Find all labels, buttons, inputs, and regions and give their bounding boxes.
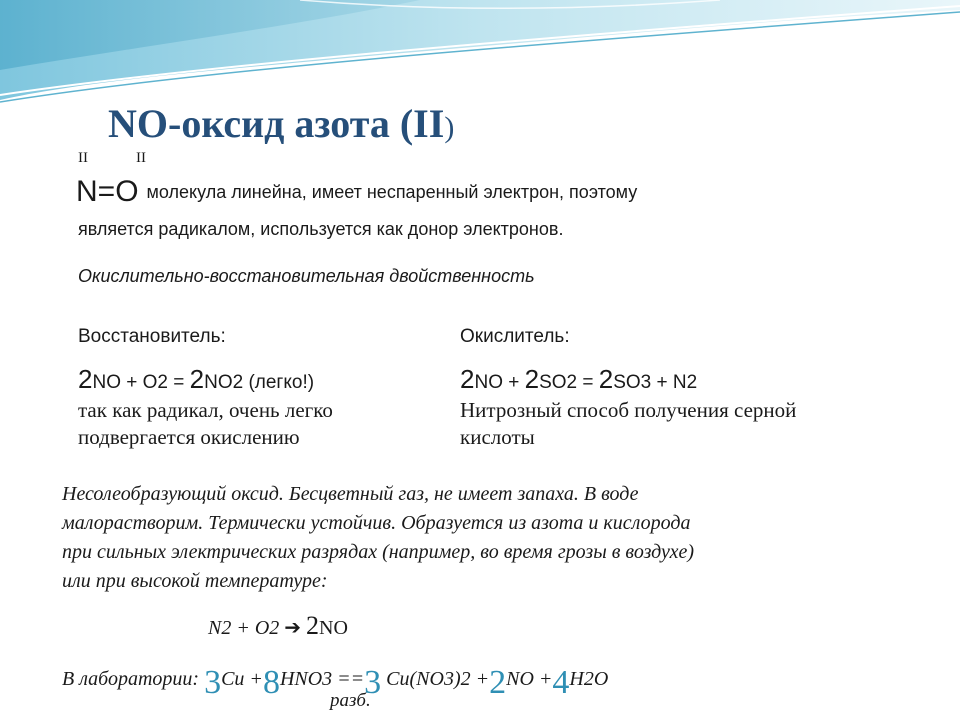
- reducer-equation: 2NO + O2 = 2NO2 (легко!): [78, 364, 315, 394]
- description-line-2: является радикалом, используется как донор электронов.: [78, 219, 564, 239]
- reducer-note-1: так как радикал, очень легко: [78, 398, 333, 422]
- properties-line-4: или при высокой температуре:: [62, 570, 328, 592]
- page-title: NO-оксид азота (II): [108, 101, 455, 146]
- arrow-icon: ➔: [284, 617, 302, 639]
- properties-line-1: Несолеобразующий оксид. Бесцветный газ, не имеет запаха. В воде: [62, 483, 639, 505]
- oxidizer-note-2: кислоты: [460, 425, 535, 449]
- valence-right: II: [136, 150, 146, 166]
- duality-heading: Окислительно-восстановительная двойственность: [78, 266, 535, 286]
- lab-note: разб.: [330, 690, 371, 711]
- description-line-1: молекула линейна, имеет неспаренный электрон, поэтому: [146, 182, 638, 202]
- valence-left: II: [78, 150, 88, 166]
- oxidizer-note-1: Нитрозный способ получения серной: [460, 398, 797, 422]
- properties-line-2: малорастворим. Термически устойчив. Образуется из азота и кислорода: [62, 512, 691, 534]
- lab-equation: В лаборатории: 3Cu +8HNO3 ==3 Cu(NO3)2 +2NO +4H2O: [62, 664, 609, 701]
- properties-line-3: при сильных электрических разрядах (например, во время грозы в воздухе): [62, 541, 694, 563]
- synthesis-equation: N2 + O2 ➔ 2NO: [208, 611, 348, 640]
- oxidizer-equation: 2NO + 2SO2 = 2SO3 + N2: [460, 364, 698, 394]
- reducer-note-2: подвергается окислению: [78, 425, 300, 449]
- structural-formula: N=O молекула линейна, имеет неспаренный электрон, поэтому: [76, 175, 638, 208]
- oxidizer-heading: Окислитель:: [460, 326, 570, 347]
- reducer-heading: Восстановитель:: [78, 326, 226, 347]
